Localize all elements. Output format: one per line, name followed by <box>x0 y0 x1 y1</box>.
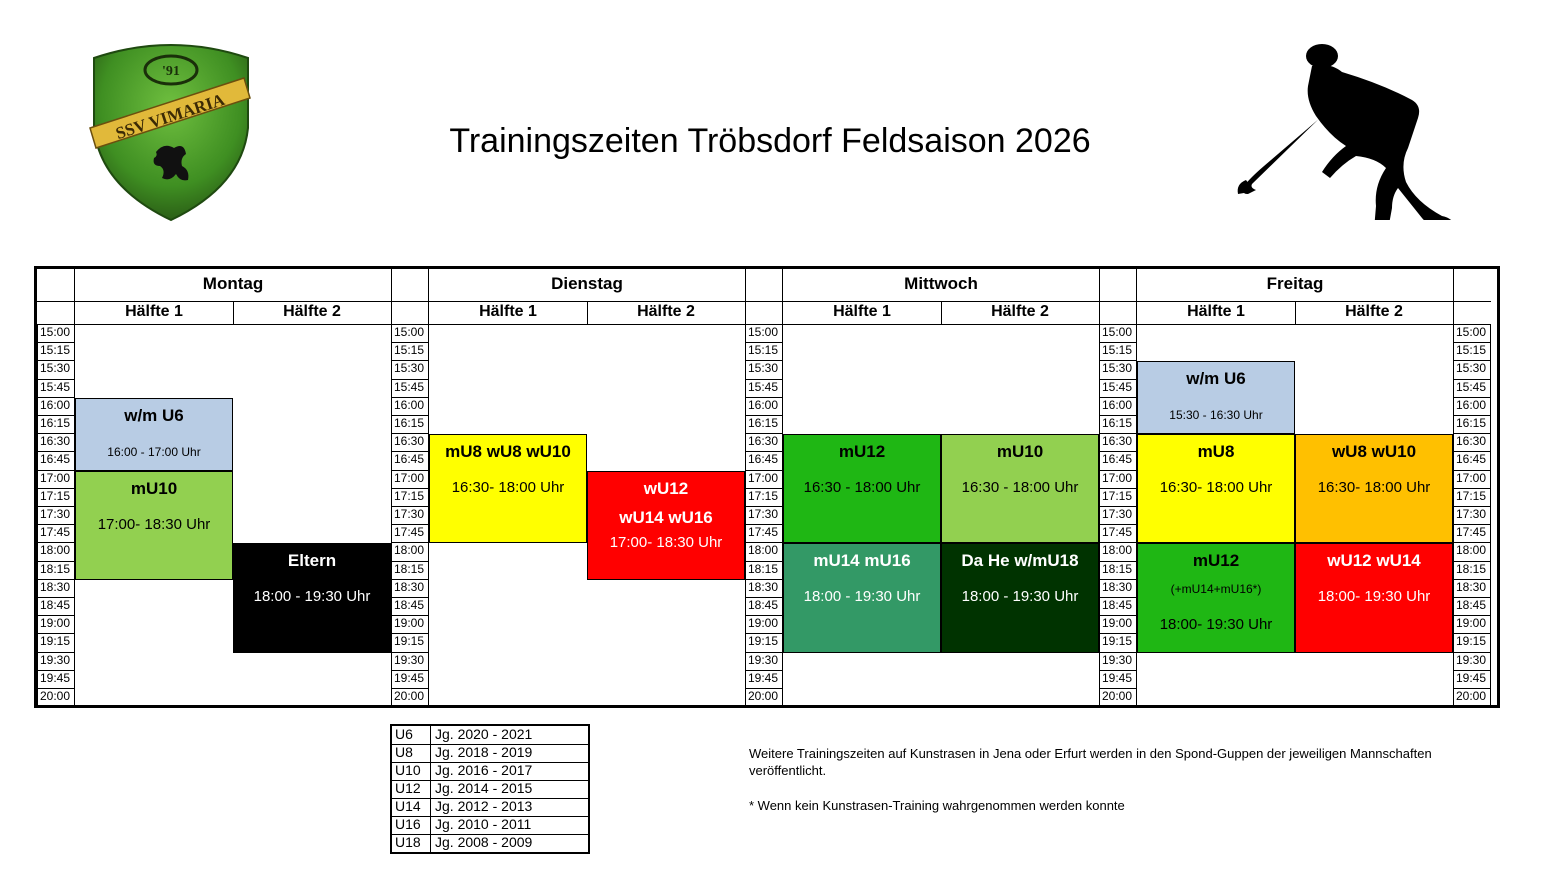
time-label: 15:00 <box>745 325 783 343</box>
time-label: 18:15 <box>37 562 75 580</box>
grid-line <box>587 301 588 325</box>
time-label: 15:15 <box>37 343 75 361</box>
training-block <box>1137 543 1295 652</box>
legend-years: Jg. 2014 - 2015 <box>435 780 533 796</box>
kunstrasen-note: Weitere Trainingszeiten auf Kunstrasen in Jena oder Erfurt werden in den Spond-Guppen der jeweiligen Mannschaften veröffentlicht. <box>749 746 1432 778</box>
training-block <box>587 471 745 580</box>
time-label: 15:00 <box>391 325 429 343</box>
grid-line <box>233 301 234 325</box>
block-team-label: w/m U6 <box>124 405 184 425</box>
grid-line <box>1137 324 1453 325</box>
block-team-label: mU10 <box>130 478 178 498</box>
time-label: 17:15 <box>391 489 429 507</box>
time-label: 19:45 <box>745 671 783 689</box>
time-label: 15:15 <box>1453 343 1491 361</box>
training-block <box>75 398 233 471</box>
club-crest-icon <box>84 36 258 222</box>
legend-years: Jg. 2012 - 2013 <box>435 798 533 814</box>
grid-line <box>391 301 429 302</box>
time-label: 16:15 <box>1099 416 1137 434</box>
time-label: 16:00 <box>37 398 75 416</box>
block-team-label: mU8 wU8 wU10 <box>445 442 571 462</box>
half-header-2: Hälfte 2 <box>283 303 341 320</box>
block-team-label: wU12 wU14 <box>1327 551 1421 571</box>
time-label: 16:15 <box>745 416 783 434</box>
day-header-dienstag: Dienstag <box>551 274 623 293</box>
legend-row <box>392 816 588 835</box>
half-header-2: Hälfte 2 <box>991 303 1049 320</box>
time-label: 16:30 <box>1453 434 1491 452</box>
time-label: 20:00 <box>1453 689 1491 707</box>
time-label: 17:15 <box>37 489 75 507</box>
block-team-label: Eltern <box>287 551 337 571</box>
time-label: 18:00 <box>37 543 75 561</box>
block-time-label: 16:30 - 18:00 Uhr <box>803 479 921 497</box>
time-label: 16:30 <box>1099 434 1137 452</box>
grid-line <box>75 324 391 325</box>
time-label: 15:45 <box>391 380 429 398</box>
time-label: 19:30 <box>1453 653 1491 671</box>
time-label: 18:45 <box>1099 598 1137 616</box>
time-label: 17:45 <box>1099 525 1137 543</box>
time-label: 16:00 <box>1453 398 1491 416</box>
time-label: 15:30 <box>1099 361 1137 379</box>
block-time-label: 16:30- 18:00 Uhr <box>1317 479 1431 497</box>
block-time-label: 16:30- 18:00 Uhr <box>451 479 565 497</box>
legend-row <box>392 780 588 799</box>
block-time-label: 18:00 - 19:30 Uhr <box>253 588 371 606</box>
time-label: 16:15 <box>391 416 429 434</box>
time-label: 15:30 <box>745 361 783 379</box>
day-header-mittwoch: Mittwoch <box>904 274 978 293</box>
time-label: 15:15 <box>391 343 429 361</box>
time-label: 17:15 <box>1453 489 1491 507</box>
block-time-label: 18:00- 19:30 Uhr <box>1159 616 1273 634</box>
time-label: 19:15 <box>391 634 429 652</box>
time-label: 18:30 <box>37 580 75 598</box>
time-label: 17:00 <box>745 471 783 489</box>
training-block <box>75 471 233 580</box>
time-label: 19:45 <box>37 671 75 689</box>
block-time-label: 17:00- 18:30 Uhr <box>97 515 211 533</box>
time-label: 19:15 <box>745 634 783 652</box>
block-time-label: 15:30 - 16:30 Uhr <box>1169 408 1263 423</box>
time-label: 17:00 <box>1099 471 1137 489</box>
time-label: 19:00 <box>37 616 75 634</box>
legend-years: Jg. 2010 - 2011 <box>435 816 532 832</box>
time-label: 19:30 <box>391 653 429 671</box>
time-label: 17:45 <box>391 525 429 543</box>
block-time-label: 18:00 - 19:30 Uhr <box>803 588 921 606</box>
block-team-label: mU12 <box>838 442 886 462</box>
grid-line <box>782 269 783 705</box>
time-label: 15:15 <box>1099 343 1137 361</box>
legend-age: U14 <box>395 798 421 814</box>
time-label: 16:00 <box>1099 398 1137 416</box>
crest-banner-text: SSV VIMARIA <box>113 89 227 144</box>
training-block <box>941 543 1099 652</box>
time-label: 17:30 <box>391 507 429 525</box>
time-label: 18:00 <box>745 543 783 561</box>
time-label: 17:15 <box>1099 489 1137 507</box>
day-header-freitag: Freitag <box>1266 274 1324 293</box>
time-label: 18:30 <box>1453 580 1491 598</box>
time-label: 15:45 <box>745 380 783 398</box>
time-label: 15:45 <box>1453 380 1491 398</box>
training-block <box>1137 361 1295 434</box>
time-label: 16:45 <box>37 452 75 470</box>
time-label: 16:30 <box>37 434 75 452</box>
legend-row <box>392 726 588 745</box>
time-label: 18:30 <box>1099 580 1137 598</box>
grid-line <box>1453 301 1491 302</box>
grid-line <box>1099 324 1137 325</box>
time-label: 20:00 <box>391 689 429 707</box>
time-label: 19:45 <box>1099 671 1137 689</box>
half-header-1: Hälfte 1 <box>125 303 183 320</box>
grid-line <box>37 301 75 302</box>
time-label: 19:00 <box>745 616 783 634</box>
half-header-1: Hälfte 1 <box>833 303 891 320</box>
time-label: 17:45 <box>745 525 783 543</box>
page-title: Trainingszeiten Tröbsdorf Feldsaison 2026 <box>449 122 1091 160</box>
grid-line <box>941 301 942 325</box>
block-team-label: mU12 <box>1192 551 1240 571</box>
time-label: 15:00 <box>37 325 75 343</box>
time-label: 15:45 <box>37 380 75 398</box>
block-team-label: w/m U6 <box>1186 369 1246 389</box>
time-label: 18:00 <box>1453 543 1491 561</box>
time-label: 19:15 <box>1453 634 1491 652</box>
grid-line <box>1295 301 1296 325</box>
hockey-player-silhouette-icon <box>1232 40 1482 220</box>
time-label: 18:45 <box>745 598 783 616</box>
half-header-2: Hälfte 2 <box>1345 303 1403 320</box>
legend-age: U12 <box>395 780 421 796</box>
time-label: 18:45 <box>391 598 429 616</box>
legend-row <box>392 798 588 817</box>
time-label: 17:30 <box>37 507 75 525</box>
block-team-label: wU8 wU10 <box>1331 442 1417 462</box>
time-label: 20:00 <box>37 689 75 707</box>
crest-year-text: '91 <box>162 64 180 79</box>
block-team-label: wU12 <box>643 478 689 498</box>
time-label: 18:00 <box>1099 543 1137 561</box>
grid-line <box>74 269 75 705</box>
grid-line <box>428 269 429 705</box>
legend-age: U16 <box>395 816 421 832</box>
time-label: 19:00 <box>1453 616 1491 634</box>
grid-line <box>1136 269 1137 705</box>
legend-years: Jg. 2018 - 2019 <box>435 744 533 760</box>
time-label: 19:00 <box>391 616 429 634</box>
time-label: 17:00 <box>391 471 429 489</box>
time-label: 18:15 <box>1099 562 1137 580</box>
block-team-label: Da He w/mU18 <box>961 551 1079 571</box>
legend-divider <box>430 726 431 852</box>
time-label: 18:30 <box>391 580 429 598</box>
block-time-label: 16:30- 18:00 Uhr <box>1159 479 1273 497</box>
training-block <box>1137 434 1295 543</box>
legend-row <box>392 744 588 763</box>
time-label: 18:15 <box>1453 562 1491 580</box>
half-header-1: Hälfte 1 <box>1187 303 1245 320</box>
time-label: 16:30 <box>391 434 429 452</box>
block-time-label: 17:00- 18:30 Uhr <box>609 533 723 551</box>
block-time-label: 16:30 - 18:00 Uhr <box>961 479 1079 497</box>
block-team-label: mU14 mU16 <box>813 551 911 571</box>
legend-row <box>392 834 588 852</box>
legend-years: Jg. 2020 - 2021 <box>435 726 533 742</box>
grid-line <box>783 324 1099 325</box>
time-label: 20:00 <box>745 689 783 707</box>
time-label: 16:15 <box>37 416 75 434</box>
grid-line <box>1453 324 1491 325</box>
block-time-label: 18:00- 19:30 Uhr <box>1317 588 1431 606</box>
grid-line <box>37 324 75 325</box>
time-label: 19:00 <box>1099 616 1137 634</box>
schedule-table <box>34 266 1500 708</box>
time-label: 19:30 <box>37 653 75 671</box>
legend-age: U6 <box>395 726 413 742</box>
time-label: 16:45 <box>1453 452 1491 470</box>
training-block <box>1295 434 1453 543</box>
time-label: 18:15 <box>391 562 429 580</box>
time-label: 17:45 <box>1453 525 1491 543</box>
legend-years: Jg. 2016 - 2017 <box>435 762 533 778</box>
training-block <box>783 434 941 543</box>
training-block <box>941 434 1099 543</box>
block-time-label: 18:00 - 19:30 Uhr <box>961 588 1079 606</box>
grid-line <box>745 301 783 302</box>
block-team-label-2: wU14 wU16 <box>619 507 713 527</box>
block-sub-label: (+mU14+mU16*) <box>1170 582 1262 597</box>
time-label: 16:45 <box>745 452 783 470</box>
legend-age: U8 <box>395 744 413 760</box>
time-label: 18:30 <box>745 580 783 598</box>
half-header-2: Hälfte 2 <box>637 303 695 320</box>
legend-row <box>392 762 588 781</box>
time-label: 17:00 <box>1453 471 1491 489</box>
time-label: 17:00 <box>37 471 75 489</box>
time-label: 17:30 <box>1453 507 1491 525</box>
training-block <box>1295 543 1453 652</box>
time-label: 19:15 <box>37 634 75 652</box>
time-label: 18:45 <box>1453 598 1491 616</box>
time-label: 19:45 <box>391 671 429 689</box>
time-label: 19:30 <box>745 653 783 671</box>
time-label: 16:00 <box>745 398 783 416</box>
time-label: 15:30 <box>391 361 429 379</box>
age-group-legend <box>390 724 590 854</box>
time-label: 18:45 <box>37 598 75 616</box>
legend-age: U18 <box>395 834 421 850</box>
time-label: 15:15 <box>745 343 783 361</box>
time-label: 16:45 <box>391 452 429 470</box>
training-block <box>233 543 391 652</box>
time-label: 20:00 <box>1099 689 1137 707</box>
training-block <box>429 434 587 543</box>
time-label: 17:45 <box>37 525 75 543</box>
grid-line <box>745 324 783 325</box>
time-label: 17:30 <box>745 507 783 525</box>
time-label: 17:15 <box>745 489 783 507</box>
day-header-montag: Montag <box>202 274 264 293</box>
legend-years: Jg. 2008 - 2009 <box>435 834 533 850</box>
time-label: 18:15 <box>745 562 783 580</box>
training-block <box>783 543 941 652</box>
block-team-label: mU8 <box>1197 442 1235 462</box>
time-label: 15:30 <box>37 361 75 379</box>
grid-line <box>1099 301 1137 302</box>
time-label: 16:30 <box>745 434 783 452</box>
time-label: 16:00 <box>391 398 429 416</box>
time-label: 15:45 <box>1099 380 1137 398</box>
time-label: 17:30 <box>1099 507 1137 525</box>
half-header-1: Hälfte 1 <box>479 303 537 320</box>
block-time-label: 16:00 - 17:00 Uhr <box>107 444 201 459</box>
time-label: 18:00 <box>391 543 429 561</box>
time-label: 19:30 <box>1099 653 1137 671</box>
time-label: 19:15 <box>1099 634 1137 652</box>
grid-line <box>429 324 745 325</box>
time-label: 15:30 <box>1453 361 1491 379</box>
block-team-label: mU10 <box>996 442 1044 462</box>
time-label: 16:45 <box>1099 452 1137 470</box>
legend-age: U10 <box>395 762 421 778</box>
time-label: 15:00 <box>1453 325 1491 343</box>
time-label: 16:15 <box>1453 416 1491 434</box>
grid-line <box>391 324 429 325</box>
time-label: 19:45 <box>1453 671 1491 689</box>
footnote: * Wenn kein Kunstrasen-Training wahrgenommen werden konnte <box>749 798 1125 813</box>
time-label: 15:00 <box>1099 325 1137 343</box>
